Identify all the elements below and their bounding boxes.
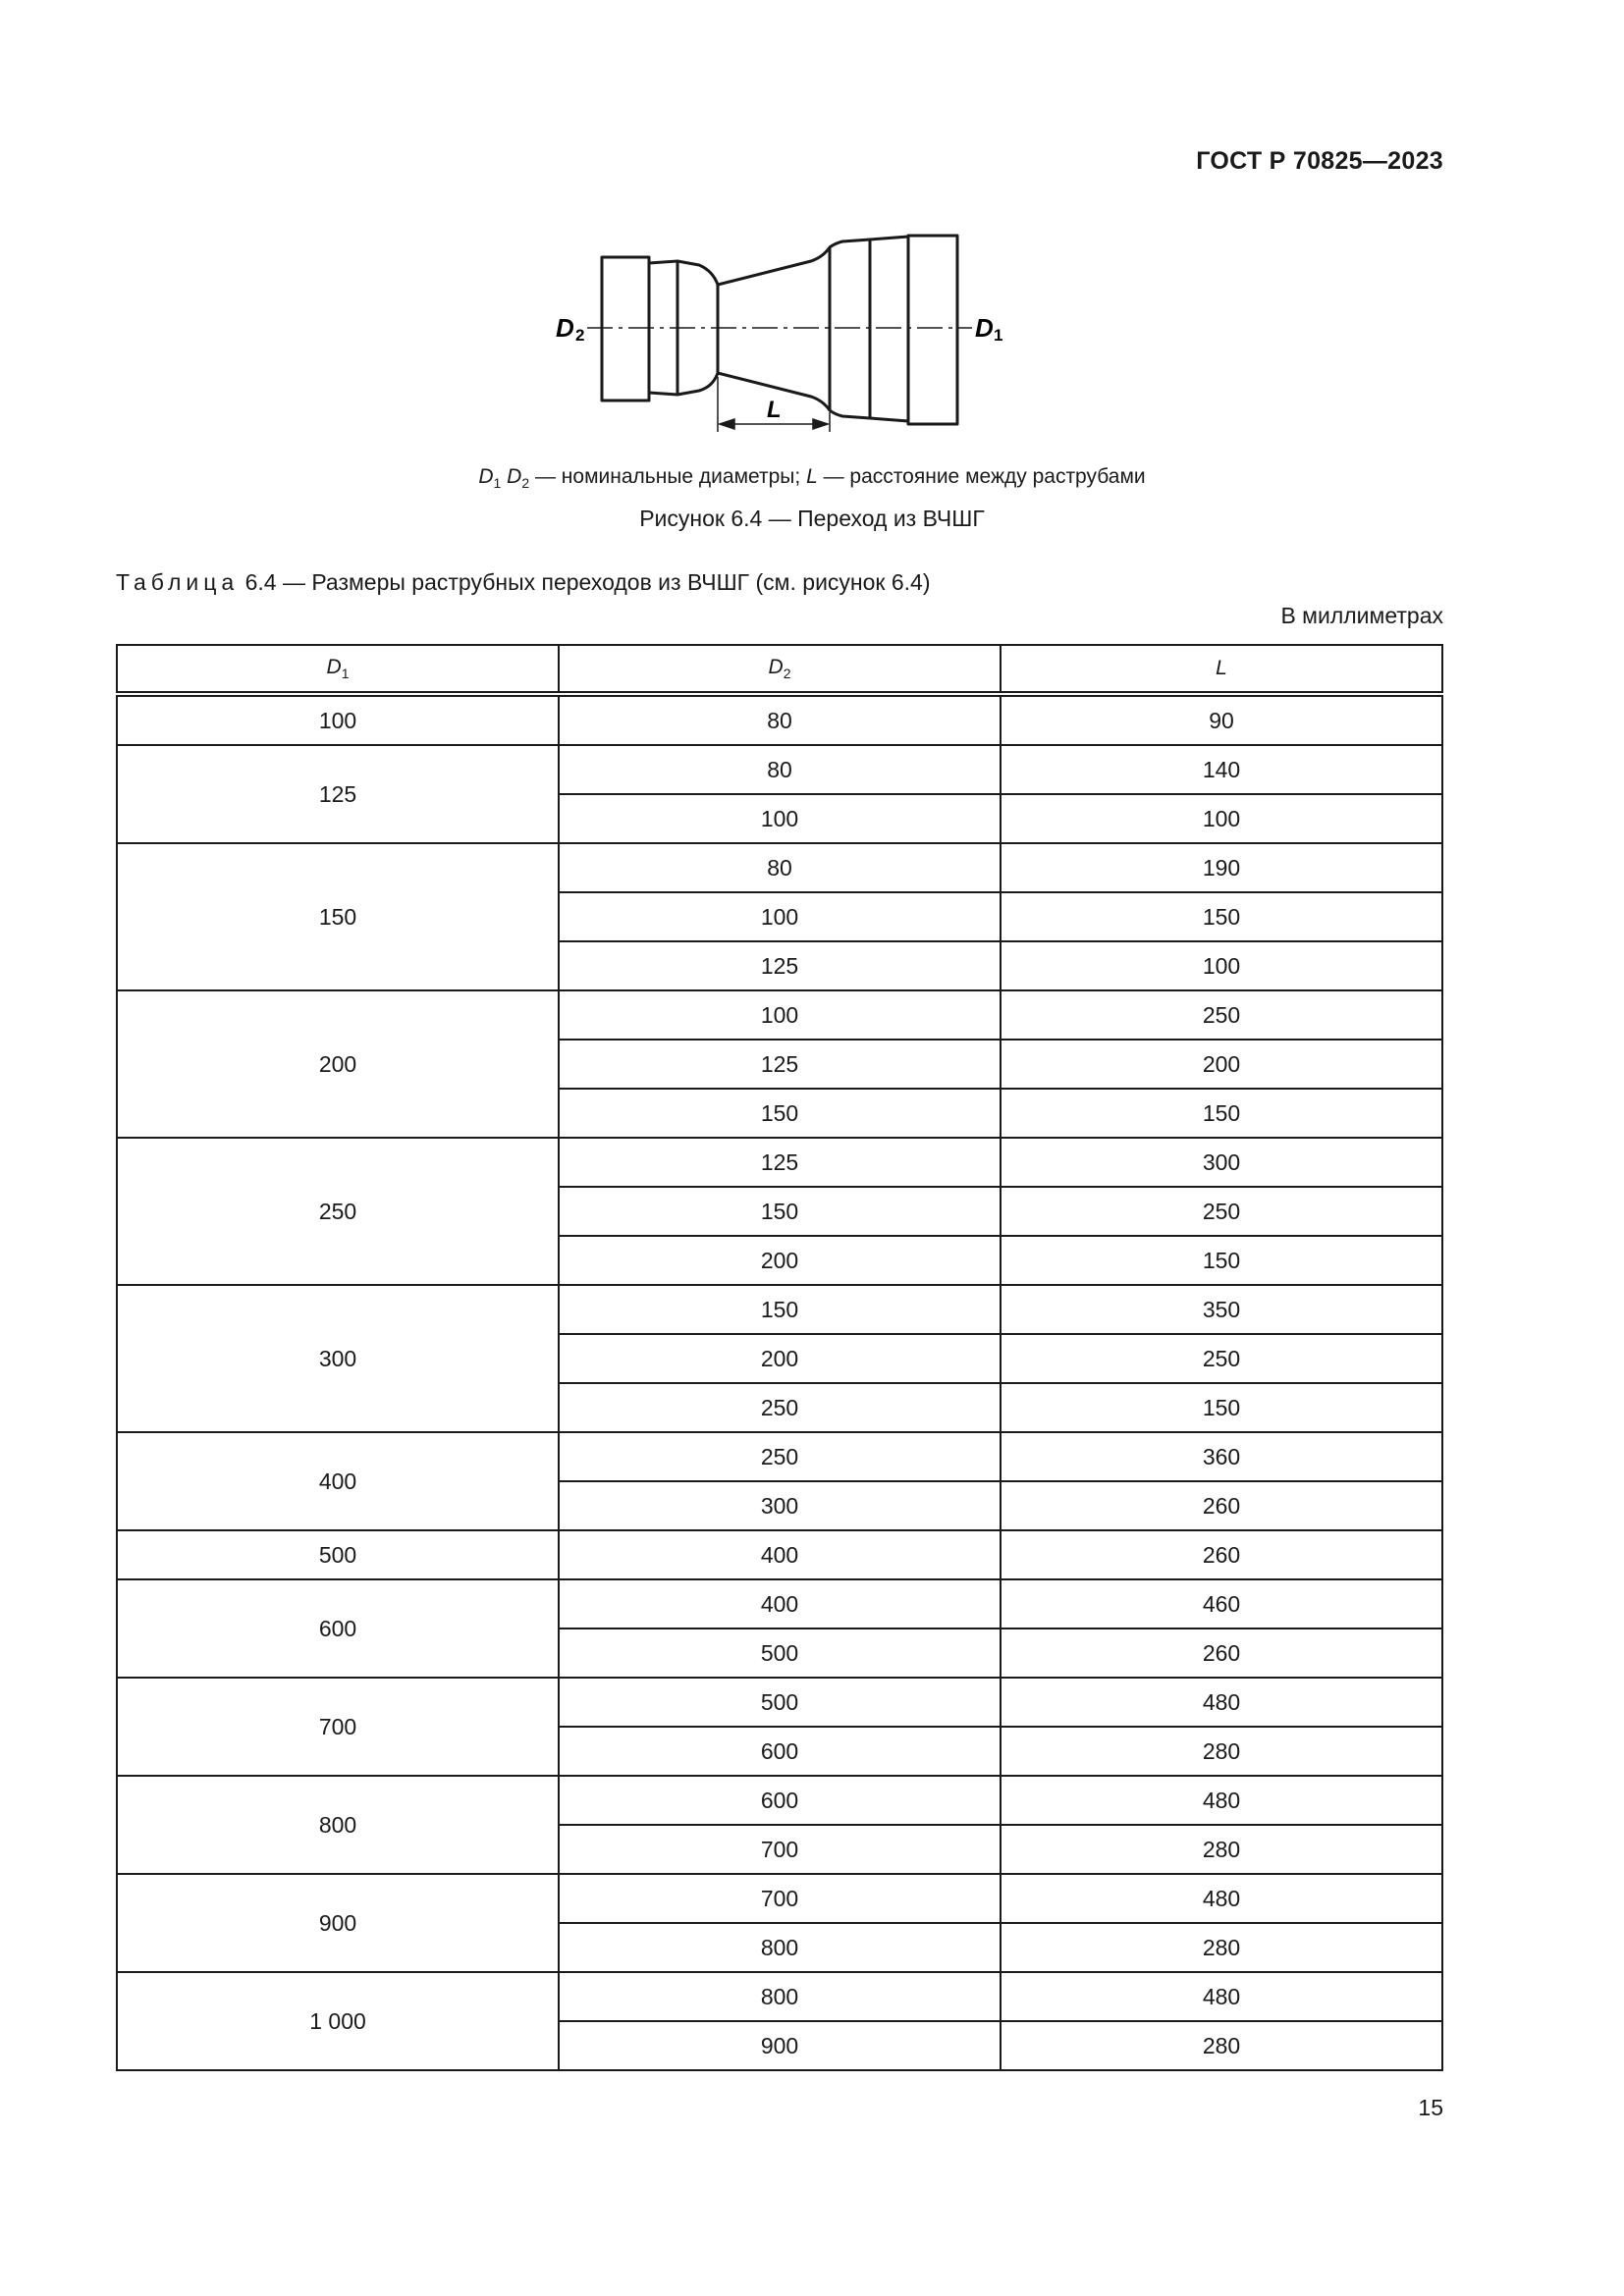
header-d2: $D_2$ (559, 645, 1001, 694)
label-d2-sub: 2 (575, 326, 585, 345)
cell-d2: 250 (559, 1383, 1001, 1432)
left-socket-flange (602, 257, 649, 400)
cell-d2: 125 (559, 1040, 1001, 1089)
cell-d1: 100 (117, 694, 559, 745)
cell-d2: 100 (559, 990, 1001, 1040)
label-d1-sub: 1 (994, 326, 1003, 345)
table-row (117, 745, 1442, 794)
table-row (117, 1285, 1442, 1334)
header-d1: $D_1$ (117, 645, 559, 694)
cell-l: 100 (1001, 794, 1442, 843)
label-d1: D (975, 313, 994, 343)
cell-d1: 150 (117, 843, 559, 990)
cell-l: 100 (1001, 941, 1442, 990)
cell-d2: 200 (559, 1334, 1001, 1383)
cell-d2: 250 (559, 1432, 1001, 1481)
cell-d2: 400 (559, 1579, 1001, 1629)
cell-l: 200 (1001, 1040, 1442, 1089)
cell-d1: 200 (117, 990, 559, 1138)
cell-d2: 700 (559, 1874, 1001, 1923)
table-row (117, 1530, 1442, 1579)
cell-d2: 125 (559, 941, 1001, 990)
cell-d2: 80 (559, 843, 1001, 892)
cell-l: 480 (1001, 1874, 1442, 1923)
table-row (117, 1776, 1442, 1825)
cell-l: 260 (1001, 1481, 1442, 1530)
cell-l: 250 (1001, 1187, 1442, 1236)
cell-d2: 400 (559, 1530, 1001, 1579)
cell-d2: 125 (559, 1138, 1001, 1187)
cell-d1: 125 (117, 745, 559, 843)
cell-d2: 800 (559, 1972, 1001, 2021)
table-row (117, 1579, 1442, 1629)
label-d2: D (556, 313, 574, 343)
cell-d2: 80 (559, 694, 1001, 745)
label-l: L (767, 397, 782, 423)
cell-d1: 700 (117, 1678, 559, 1776)
cell-l: 250 (1001, 990, 1442, 1040)
figure-legend: $D_1$ $D_2$ — номинальные диаметры; L — расстояние между раструбами (478, 465, 1146, 492)
cell-l: 280 (1001, 1727, 1442, 1776)
cell-d2: 700 (559, 1825, 1001, 1874)
cell-l: 260 (1001, 1629, 1442, 1678)
cell-d1: 300 (117, 1285, 559, 1432)
cell-d1: 1 000 (117, 1972, 559, 2070)
table-row (117, 1972, 1442, 2021)
cell-d2: 80 (559, 745, 1001, 794)
cell-l: 90 (1001, 694, 1442, 745)
cell-l: 350 (1001, 1285, 1442, 1334)
table-row (117, 1678, 1442, 1727)
cell-d2: 600 (559, 1727, 1001, 1776)
table-row (117, 1138, 1442, 1187)
cell-d2: 600 (559, 1776, 1001, 1825)
cell-d1: 900 (117, 1874, 559, 1972)
cell-l: 480 (1001, 1678, 1442, 1727)
cell-l: 300 (1001, 1138, 1442, 1187)
cell-l: 150 (1001, 892, 1442, 941)
table-header-row (117, 645, 1442, 694)
cell-d2: 900 (559, 2021, 1001, 2070)
cell-d1: 800 (117, 1776, 559, 1874)
cell-l: 260 (1001, 1530, 1442, 1579)
cell-d1: 250 (117, 1138, 559, 1285)
cell-d2: 800 (559, 1923, 1001, 1972)
conical-body (718, 247, 830, 410)
figure-caption: Рисунок 6.4 — Переход из ВЧШГ (639, 506, 985, 531)
cell-l: 150 (1001, 1236, 1442, 1285)
cell-d2: 150 (559, 1089, 1001, 1138)
cell-l: 150 (1001, 1383, 1442, 1432)
pipe-transition-drawing (0, 0, 1624, 461)
cell-d2: 500 (559, 1678, 1001, 1727)
table-row (117, 694, 1442, 745)
cell-l: 190 (1001, 843, 1442, 892)
cell-l: 480 (1001, 1972, 1442, 2021)
cell-l: 480 (1001, 1776, 1442, 1825)
cell-l: 140 (1001, 745, 1442, 794)
cell-l: 150 (1001, 1089, 1442, 1138)
right-socket-neck (830, 240, 870, 418)
table-body (117, 694, 1442, 2070)
cell-d2: 100 (559, 794, 1001, 843)
cell-l: 280 (1001, 1825, 1442, 1874)
cell-d2: 150 (559, 1285, 1001, 1334)
right-socket-flange (908, 236, 957, 424)
cell-d1: 500 (117, 1530, 559, 1579)
cell-d1: 600 (117, 1579, 559, 1678)
dimensions-table (116, 644, 1443, 2071)
page-number: 15 (1418, 2095, 1443, 2120)
header-l: L (1001, 645, 1442, 694)
table-row (117, 1874, 1442, 1923)
cell-l: 460 (1001, 1579, 1442, 1629)
document-code: ГОСТ Р 70825—2023 (1196, 147, 1443, 175)
table-row (117, 1432, 1442, 1481)
cell-d2: 300 (559, 1481, 1001, 1530)
table-row (117, 843, 1442, 892)
cell-d2: 200 (559, 1236, 1001, 1285)
cell-l: 360 (1001, 1432, 1442, 1481)
table-row (117, 990, 1442, 1040)
cell-l: 280 (1001, 2021, 1442, 2070)
cell-d2: 100 (559, 892, 1001, 941)
table-title: Таблица 6.4 — Размеры раструбных переходов из ВЧШГ (см. рисунок 6.4) (116, 569, 931, 595)
cell-d2: 150 (559, 1187, 1001, 1236)
table-units: В миллиметрах (1280, 603, 1443, 628)
cell-l: 250 (1001, 1334, 1442, 1383)
cell-l: 280 (1001, 1923, 1442, 1972)
cell-d2: 500 (559, 1629, 1001, 1678)
cell-d1: 400 (117, 1432, 559, 1530)
